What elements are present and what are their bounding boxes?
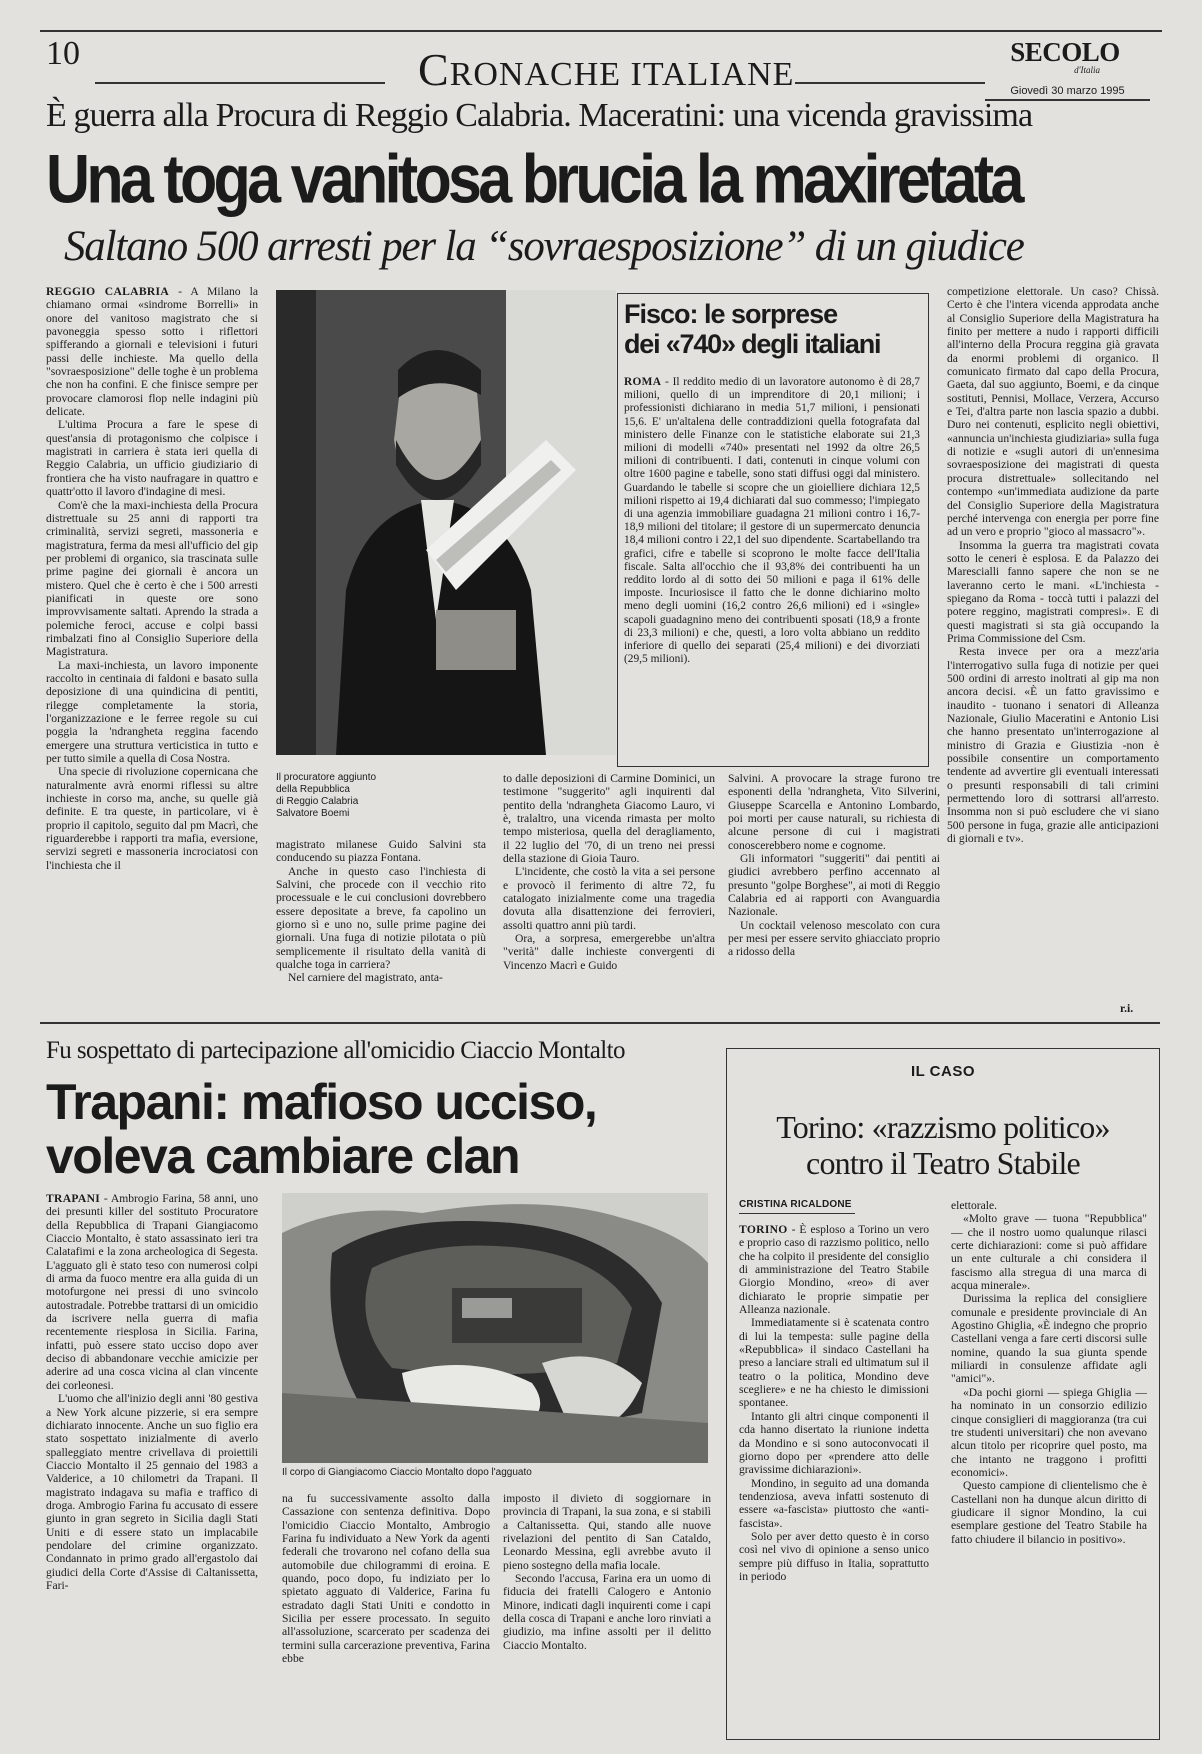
prosecutor-photo [276, 290, 616, 755]
trapani-dateline: TRAPANI [46, 1192, 101, 1205]
trapani-col3-p2: Secondo l'accusa, Farina era un uomo di fiducia dei fratelli Calogero e Antonio Minore, indicati dagli inquirenti come i capi della cosca di Trapani e anche loro rinviati a giudizio, ma infine assolti per il delitto Ciaccio Montalto. [503, 1572, 711, 1652]
crime-scene-photo-image [282, 1193, 708, 1463]
main-col5-p1: competizione elettorale. Un caso? Chissà. Certo è che l'intera vicenda approdata anche al Consiglio Superiore della Magistratura ha finito per mettere a nudo i rapporti difficili all'interno della Procura reggina già gravata da enormi problemi di organico. Il comunicato firmato dal capo della Procura, Gaeta, dal suo aggiunto, Boemi, e da cinque sostituti, Pennisi, Mollace, Verzera, Accurso e Tei, d'altra parte non lascia spazio a dubbi. Duro nei contenuti, esplicito negli obiettivi, «annuncia un'inchiesta giudiziaria» sulla fuga di notizie e «sugli autori di un'ennesima sovraesposizione dei magistrati di questa procura distrettuale» sollecitando nel contempo «un'immediata audizione da parte del Consiglio Superiore della Magistratura perché intervenga con energia per porre fine ad un vero e proprio "gioco al massacro"». [947, 285, 1159, 539]
caso-col2-p5: Questo campione di clientelismo che è Castellani non ha dunque alcun diritto di giudicare il signor Mondino, la cui esemplare gestione del Teatro Stabile ha fatto chiudere il bilancio in positivo». [951, 1479, 1147, 1546]
trapani-col3-p1: imposto il divieto di soggiornare in provincia di Trapani, la sua zona, e si stabilì a Caltanissetta. Qui, stando alle nuove rivelazioni del pentito di San Cataldo, Leonardo Messina, egli avrebbe avuto il pieno sostegno della mafia locale. [503, 1492, 711, 1572]
caso-col2-p3: Durissima la replica del consigliere comunale e presidente provinciale di An Agostino Ghiglia, «È indegno che proprio Castellani venga a fare certi discorsi sulle nomine, quando la sua giunta spende miliardi in consulenze affidate agli "amici"». [951, 1292, 1147, 1386]
main-col2-p3: Nel carniere del magistrato, anta- [288, 971, 443, 985]
caso-dateline: TORINO [739, 1223, 788, 1236]
main-kicker: È guerra alla Procura di Reggio Calabria. Maceratini: una vicenda gravissima [46, 97, 1033, 134]
trapani-col1-p1-text: - Ambrogio Farina, 58 anni, uno dei presunti killer del sostituto Procuratore della Repubblica di Trapani Giangiacomo Ciaccio Montalto, è stato assassinato ieri tra Calatafimi e la zona archeologica di Segesta. L'agguato gli è stato teso con numerosi colpi di arma da fuoco mentre era alla guida di un motofurgone nei pressi di uno svincolo autostradale. Potrebbe trattarsi di un omicidio da iscrivere nella guerra di mafia recentemente riesplosa in Sicilia. Farina, infatti, può essere stato ucciso dopo aver deciso di abbandonare vecchie amicizie per aderire ad una cosca vicina al clan vincente dei corleonesi. [46, 1192, 258, 1392]
main-col1-p5: Una specie di rivoluzione copernicana che naturalmente avrà enormi riflessi su altre inchieste in corso ma, anche, su quelle già definite. E tra queste, in particolare, vi è proprio il capitolo, seguito dal pm Macrì, che riguarderebbe i rapporti tra mafia, eversione, servizi segreti e massoneria incrociatosi con l'inchiesta che il [46, 765, 258, 872]
main-col-1 [46, 285, 258, 1015]
main-col-5 [947, 285, 1159, 1000]
main-col3-p2: L'incidente, che costò la vita a sei persone e provocò il ferimento di altre 72, fu catalogato inizialmente come una tragedia dovuta alla disattenzione dei ferrovieri, assolti quattro anni più tardi. [503, 865, 715, 932]
caso-col2-p4: «Da pochi giorni — spiega Ghiglia — ha nominato in un consorzio edilizio cinque consiglieri di maggioranza (tra cui tre studenti universitari) che non avevano alcun titolo per ricoprire quel posto, ma che intanto ne traggono i profitti economici». [951, 1385, 1147, 1479]
issue-date: Giovedì 30 marzo 1995 [1010, 85, 1125, 97]
caso-byline: CRISTINA RICALDONE [739, 1199, 852, 1210]
section-title [418, 44, 795, 95]
fisco-p1 [624, 376, 920, 666]
caso-col-2 [951, 1199, 1147, 1731]
main-col4-p3: Un cocktail velenoso mescolato con cura per mesi per essere servito ghiacciato proprio a ridosso della [728, 918, 940, 959]
trapani-col1-p2: L'uomo che all'inizio degli anni '80 gestiva a New York alcune pizzerie, si era sempre dichiarato innocente. Anche un suo figlio era stato sospettato inizialmente di averlo spalleggiato mentre crivellava di proiettili Ciaccio Montalto il 25 gennaio del 1983 a Valderice, a 10 chilometri da Trapani. Il magistrato indagava su mafia e traffico di droga. Ambrogio Farina fu accusato di essere giunto in gran segreto in Sicilia dagli Stati Uniti e di essere stato un implacabile pendolare del crimine organizzato. Condannato in primo grado all'ergastolo dai giudici della Corte d'Assise di Caltanissetta, Fari- [46, 1392, 258, 1592]
fisco-headline-1: Fisco: le sorprese [624, 299, 838, 329]
logo [990, 38, 1140, 75]
caso-byline-rule [739, 1213, 855, 1214]
caso-headline-1: Torino: «razzismo politico» [776, 1109, 1110, 1145]
caso-col1-p3: Intanto gli altri cinque componenti il cda hanno disertato la riunione indetta da Mondino e si sono autoconvocati il giorno dopo per «prendere atto delle gravissime dichiarazioni». [739, 1409, 929, 1477]
caption-line-4: Salvatore Boemi [276, 808, 350, 819]
section-title-initial: C [418, 44, 450, 95]
trapani-kicker: Fu sospettato di partecipazione all'omicidio Ciaccio Montalto [46, 1037, 625, 1064]
caso-col-1 [739, 1223, 929, 1731]
main-col3-p1: to dalle deposizioni di Carmine Dominici, un testimone "suggerito" agli inquirenti dal pentito della 'ndrangheta Giacomo Lauro, vi è, tralaltro, una vicenda rimasta per molto tempo misteriosa, quella del deragliamento, il 22 luglio del '70, di un treno nei pressi della stazione di Gioia Tauro. [503, 772, 715, 866]
main-col2-p1: magistrato milanese Guido Salvini sta conducendo su piazza Fontana. [276, 838, 486, 865]
caption-line-3: di Reggio Calabria [276, 796, 359, 807]
masthead-top-rule [40, 30, 1162, 32]
page-number: 10 [46, 35, 80, 72]
main-col-3 [503, 772, 715, 1015]
main-col3-p3: Ora, a sorpresa, emergerebbe un'altra "verità" dalle inchieste convergenti di Vincenzo Macrì e Guido [503, 932, 715, 972]
fisco-box [617, 293, 929, 767]
fisco-text: - Il reddito medio di un lavoratore autonomo è di 28,7 milioni, quello di un imprenditore di 20,1 milioni; i professionisti dichiarano in media 51,7 milioni, i pensionati 15,6. E' un'altalena delle contraddizioni quella fotografata dal ministero delle Finanze con le statistiche elaborate sui 21,3 milioni di modelli «740» presentati nel 1992 da oltre 26,5 milioni di contribuenti. I dati, contenuti in cinque volumi con oltre 1600 pagine e tabelle, sono stati diffusi oggi dal ministero. Guardando le tabelle si scopre che un gioielliere dichiara 12,5 milioni rispetto ai 19,4 dichiarati dal suo commesso; l'impiegato di una agenzia immobiliare guadagna 21 milioni contro i 16,7-18,9 milioni del titolare; il gestore di un supermercato denuncia 18,4 milioni contro i 22,1 del suo dipendente. Scartabellando tra grafici, cifre e tabelle si scoprono le molte facce dell'Italia fiscale. Salta all'occhio che il 93,8% dei contribuenti ha un reddito lordo al di sotto dei 50 milioni e paga il 61% delle imposte. Incuriosisce il fatto che le donne dichiarino molto meno degli uomini (16,2 contro 26,6 milioni) ed i «single» scapoli guadagnino meno dei contribuenti sposati (18,9 a fronte di 23,3 milioni) e che, questi, a loro volta abbiano un reddito inferiore di quello dei separati (25,4 milioni) e dei divorziati (29,5 milioni). [624, 376, 920, 666]
main-col1-p4: La maxi-inchiesta, un lavoro imponente raccolto in centinaia di faldoni e basato sulla deposizione di una quindicina di pentiti, rilegge completamente la storia, l'organizzazione e le ferree regole su cui poggia la 'ndrangheta reggina facendo emergere una struttura verticistica in tutto e per tutto simile a quella di Cosa Nostra. [46, 658, 258, 766]
crime-scene-caption: Il corpo di Giangiacomo Ciaccio Montalto dopo l'agguato [282, 1467, 532, 1478]
trapani-col1-p1 [46, 1192, 258, 1392]
logo-subtitle: d'Italia [1074, 65, 1100, 75]
caso-col2-p1: elettorale. [951, 1199, 998, 1212]
main-subhead: Saltano 500 arresti per la “sovraesposizione” di un giudice [64, 223, 1024, 270]
fisco-headline-2: dei «740» degli italiani [624, 329, 881, 359]
main-col5-p3: Resta invece per ora a mezz'aria l'interrogativo sulla fuga di notizie per quei 500 ordini di arresto inoltrati al gip ma non ancora decisi. «È un fatto gravissimo e inaudito - tuonano i senatori di Alleanza Nazionale, Giulio Maceratini e Antonio Lisi che hanno presentato un'interrogazione al ministro di Grazia e Giustizia -non è possibile consentire un comportamento tendente ad avvertire gli eventuali interessati o presunti responsabili di tali crimini permettendo loro di sottrarsi all'arresto. Insomma non si può escludere che vi siano 500 persone in fuga, grazie alle anticipazioni di giornali e tv». [947, 645, 1159, 846]
main-dateline: REGGIO CALABRIA [46, 285, 170, 298]
caso-col1-p4: Mondino, in seguito ad una domanda tendenziosa, aveva infatti sostenuto di essere «a-fascista» piuttosto che «anti-fascista». [739, 1476, 929, 1530]
caso-box [726, 1048, 1160, 1740]
caso-headline-2: contro il Teatro Stabile [806, 1145, 1080, 1181]
main-col5-p2: Insomma la guerra tra magistrati covata sotto le ceneri è esplosa. E da Palazzo dei Marescialli fanno sapere che non se ne laveranno certo le mani. «L'inchiesta - spiegano da Roma - toccà tutti i palazzi del potere reggino, magistrati compresi». E di questi magistrati si sta già occupando la Prima Commissione del Csm. [947, 538, 1159, 645]
main-col-4 [728, 772, 940, 1015]
main-col4-p1: Salvini. A provocare la strage furono tre esponenti della 'ndrangheta, Vito Silverini, Giuseppe Scarcella e Antonino Lombardo, poi morti per cause naturali, su richiesta di alcune persone di cui i magistrati conoscerebbero nome e cognome. [728, 772, 940, 852]
caso-col1-p1 [739, 1223, 929, 1316]
main-col2-p2: Anche in questo caso l'inchiesta di Salvini, che procede con il vecchio rito processuale e le cui conclusioni dovrebbero essere depositate a breve, fa capolino un giorno sì e uno no, sulle prime pagine dei giornali. Una fuga di notizie pilotata o più semplicemente il risultato della vanità di qualche toga in carriera? [276, 864, 486, 972]
main-signature: r.i. [1120, 1002, 1134, 1015]
caption-line-1: Il procuratore aggiunto [276, 772, 377, 783]
main-col4-p2: Gli informatori "suggeriti" dai pentiti ai giudici avrebbero perfino accennato al presunto "golpe Borghese", ai moti di Reggio Calabria ed ai rapporti con Avanguardia Nazionale. [728, 852, 940, 919]
masthead-right-rule [795, 82, 985, 84]
main-col1-p1-text: - A Milano la chiamano ormai «sindrome Borrelli» in onore del vanitoso magistrato che si pavoneggia spesso sotto i riflettori spifferando a giornali e televisioni i futuri passi delle inchieste. Ma quello della "sovraesposizione" delle toghe è un problema che non ha confini. E che finisce sempre per provocare clamorosi flop nelle indagini più delicate. [46, 285, 258, 419]
trapani-col-2 [282, 1492, 490, 1732]
fisco-dateline: ROMA [624, 376, 662, 388]
caso-col2-p2: «Molto grave — tuona "Repubblica" — che il nostro uomo qualunque rilasci certe dichiarazioni: come si può affidare un ente culturale a chi considera il fascismo alla stregua di una marca di acqua minerale». [951, 1212, 1147, 1293]
caso-col1-p2: Immediatamente si è scatenata contro di lui la tempesta: sulle pagine della «Repubblica» il sindaco Castellani ha preso a lanciare strali ed ultimatum sul il teatro o la politica, Mondino deve scegliere» e ne ha chiesto le dimissioni spontanee. [739, 1316, 929, 1410]
story-separator-rule [40, 1022, 1160, 1024]
caption-line-2: della Repubblica [276, 784, 350, 795]
trapani-headline-2: voleva cambiare clan [46, 1128, 520, 1184]
main-col1-p3: Com'è che la maxi-inchiesta della Procura distrettuale su 25 anni di rapporti tra criminalità, servizi segreti, massoneria e magistratura, ferma da mesi all'ufficio del gip per problemi di organico, sia trascinata sulle prime pagine dei giornali è ancora un mistero. Quel che è certo è che i 500 arresti pianificati in queste ore sono improvvisamente saltati. Aprendo la strada a polemiche feroci, accuse e colpi bassi rimbalzati fino al Consiglio Superiore della Magistratura. [46, 498, 258, 659]
caso-col1-p1-text: - È esploso a Torino un vero e proprio caso di razzismo politico, nello che ha colpito il presidente del consiglio di amministrazione del Teatro Stabile Giorgio Mondino, «reo» di aver dichiarato le proprie simpatie per Alleanza nazionale. [739, 1223, 929, 1317]
caso-col1-p5: Solo per aver detto questo è in corso così nel vivo di opinione a senso unico sempre più diffuso in Italia, soprattutto in periodo [739, 1529, 929, 1583]
main-col1-p2: L'ultima Procura a fare le spese di quest'ansia di protagonismo che colpisce i magistrati in carriera è stata ieri quella di Reggio Calabria, un ufficio giudiziario di frontiera che ha visto naufragare in quattro e quattr'otto il lavoro d'indagine di mesi. [46, 418, 258, 499]
main-col1-p1 [46, 285, 258, 418]
trapani-col-3 [503, 1492, 711, 1732]
masthead-left-rule [95, 82, 385, 84]
crime-scene-photo [282, 1193, 708, 1463]
main-headline: Una toga vanitosa brucia la maxiretata [46, 141, 1021, 218]
trapani-headline-1: Trapani: mafioso ucciso, [46, 1074, 597, 1130]
logo-text: SECOLO [1010, 37, 1120, 67]
fisco-body [624, 376, 920, 760]
trapani-col2-p1: na fu successivamente assolto dalla Cassazione con sentenza definitiva. Dopo l'omicidio Ciaccio Montalto, Ambrogio Farina fu individuato a New York da agenti federali che trovarono nel cofano della sua automobile due chilogrammi di eroina. E quando, poco dopo, fu indiziato per lo spietato agguato di Valderice, Farina fu estradato dagli Stati Uniti e condotto in Sicilia per essere processato. In seguito all'assoluzione, scarcerato per scadenza dei termini sulla carcerazione preventiva, Farina ebbe [282, 1492, 490, 1666]
caso-label: IL CASO [910, 1063, 976, 1080]
main-col-2 [276, 838, 486, 1013]
trapani-col-1 [46, 1192, 258, 1732]
prosecutor-photo-caption [276, 772, 436, 820]
prosecutor-photo-image [276, 290, 616, 755]
section-title-rest: RONACHE ITALIANE [449, 56, 795, 93]
